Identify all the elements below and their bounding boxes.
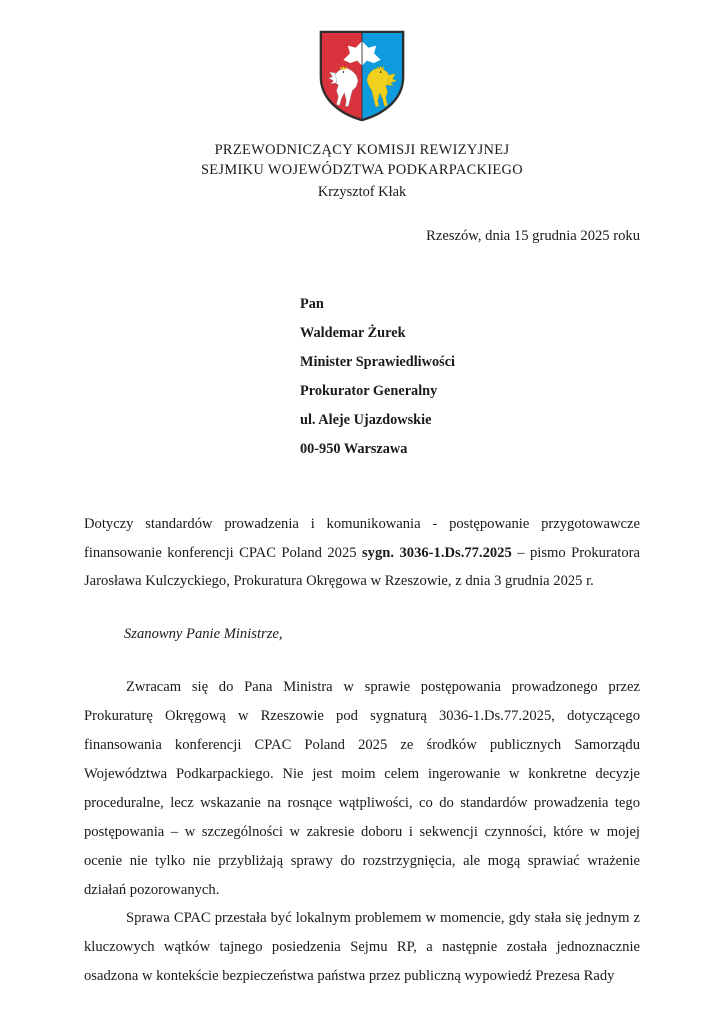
letterhead-line-1: PRZEWODNICZĄCY KOMISJI REWIZYJNEJ <box>214 142 510 158</box>
body-paragraph: Sprawa CPAC przestała być lokalnym problemem w momencie, gdy stała się jednym z kluczowych wątków tajnego posiedzenia Sejmu RP, a następnie została jednoznacznie osadzona w kontekście bezpieczeństwa państwa przez publiczną wypowiedź Prezesa Rady <box>84 910 640 985</box>
dateline: Rzeszów, dnia 15 grudnia 2025 roku <box>426 228 640 245</box>
subject-text-part-2: – pismo Prokuratora Jarosława Kulczyckiego, Prokuratura Okręgowa w Rzeszowie, z dnia 3 grudnia 2025 r. <box>84 544 640 590</box>
podkarpackie-coat-of-arms-icon <box>313 26 411 124</box>
subject-line <box>84 510 640 597</box>
addressee-line: ul. Aleje Ujazdowskie <box>300 411 432 428</box>
subject-text-part-1: Dotyczy standardów prowadzenia i komunikowania - postępowanie przygotowawcze finansowanie konferencji CPAC Poland 2025 <box>84 515 640 561</box>
subject-case-number: sygn. 3036-1.Ds.77.2025 <box>362 544 512 561</box>
addressee-line: Waldemar Żurek <box>300 325 406 342</box>
addressee-line: Minister Sprawiedliwości <box>300 354 456 371</box>
addressee-line: Pan <box>300 296 324 313</box>
letterhead-signatory-name: Krzysztof Kłak <box>317 183 407 200</box>
body-paragraph: Zwracam się do Pana Ministra w sprawie postępowania prowadzonego przez Prokuraturę Okręgową w Rzeszowie pod sygnaturą 3036-1.Ds.77.2025, dotyczącego finansowania konferencji CPAC Poland 2025 ze środków publicznych Samorządu Województwa Podkarpackiego. Nie jest moim celem ingerowanie w konkretne decyzje proceduralne, lecz wskazanie na rosnące wątpliwości, co do standardów prowadzenia tego postępowania – w szczególności w zakresie doboru i sekwencji czynności, które w mojej ocenie nie tylko nie przybliżają sprawy do rozstrzygnięcia, ale mogą sprawiać wrażenie działań pozorowanych. <box>84 679 640 898</box>
addressee-line: Prokurator Generalny <box>300 382 438 399</box>
addressee-block <box>0 290 724 463</box>
addressee-line: 00-950 Warszawa <box>300 440 408 457</box>
salutation: Szanowny Panie Ministrze, <box>124 626 283 643</box>
crest-container <box>0 0 724 124</box>
letterhead-line-2: SEJMIKU WOJEWÓDZTWA PODKARPACKIEGO <box>200 162 524 179</box>
letter-body <box>84 673 640 991</box>
letterhead <box>0 140 724 202</box>
